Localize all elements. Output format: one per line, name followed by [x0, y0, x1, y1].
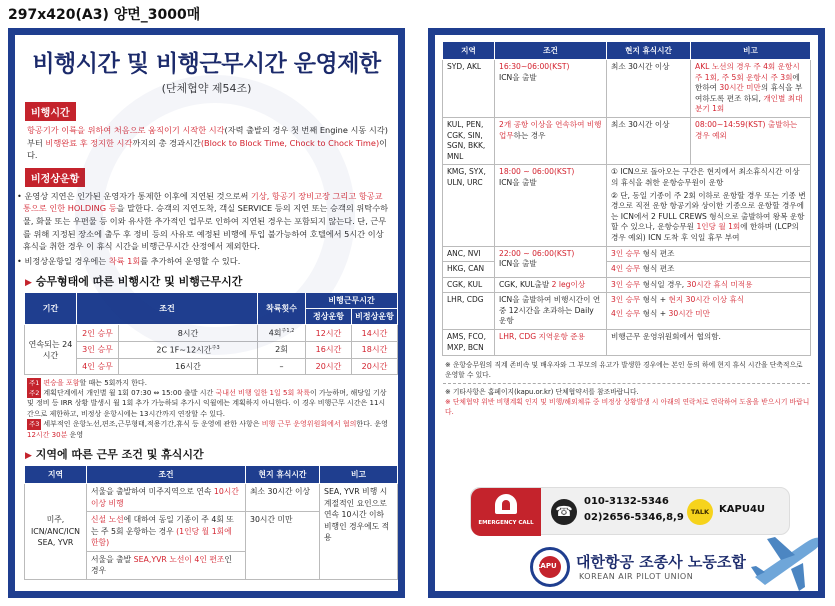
- table-row: [443, 246, 811, 262]
- cond-cell: 서울을 출발하여 미주지역으로 연속 10시간 이상 비행: [87, 484, 246, 512]
- page-title: 비행시간 및 비행근무시간 운영제한: [32, 51, 381, 77]
- region-cell: HKG, CAN: [443, 262, 495, 278]
- cond-cell: 신설 노선에 대하여 동일 기종이 주 4회 또는 주 5회 운항하는 경우 (1인당 월 1회에 한함): [87, 512, 246, 552]
- th-condition: 조건: [87, 466, 246, 484]
- union-name-korean: 대한항공 조종사 노동조합: [576, 553, 746, 571]
- irregular-extra-landing: • 비정상운항일 경우에는 착륙 1회를 추가하여 운영할 수 있다.: [17, 255, 241, 266]
- region-cell: AMS, FCO, MXP, BCN: [443, 330, 495, 356]
- note-2: 주2 계획단계에서 개인별 월 1회 07:30 ⇔ 15:00 출발 시간 국내선 비행 일한 1일 5회 착륙이 가능하며, 해당일 기상 및 정비 등 IRR 상황 발생시 월 1회 추가 가능하되 추가시 익월에는 계획하지 아니한다. 이 경우 비행근무 시간은 11시간으로 제한하고, 비정상 운항시에는 13시간까지 연장할 수 있다.: [27, 389, 387, 418]
- phone-number-office[interactable]: 02)2656-5346,8,9: [584, 512, 684, 523]
- emergency-label: EMERGENCY CALL: [478, 520, 534, 526]
- rest-cell: 최소 30시간 이상: [607, 117, 691, 164]
- etc-note-1: ※ 기타사항은 홈페이지(kapu.or.kr) 단체협약서를 참조바랍니다.: [445, 388, 639, 397]
- table-notes: [15, 375, 398, 440]
- kakao-id[interactable]: KAPU4U: [719, 504, 766, 515]
- heading-crew-form: ▶ 승무형태에 따른 비행시간 및 비행근무시간: [25, 275, 243, 289]
- airplane-icon: [747, 525, 825, 595]
- note-cell: 3인 승무 형식 편조: [607, 246, 811, 262]
- union-logo: [530, 547, 570, 587]
- th-normal: 정상운항: [306, 309, 352, 325]
- region-cell: KMG, SYX, ULN, URC: [443, 165, 495, 246]
- heading-region: ▶ 지역에 따른 근무 조건 및 휴식시간: [25, 448, 204, 462]
- etc-note-2: ※ 단체협약 위반 비행계획 인지 및 비행/해외체류 중 비정상 상황발생 시 아래의 연락처로 연락하여 도움을 받으시기 바랍니다.: [445, 398, 810, 417]
- union-name-english: KOREAN AIR PILOT UNION: [579, 572, 694, 581]
- crew-cell: 2인 승무: [77, 325, 119, 342]
- normal-cell: 20시간: [306, 358, 352, 374]
- contact-card: [470, 487, 790, 535]
- th-irregular: 비정상운항: [352, 309, 398, 325]
- irregular-cell: 14시간: [352, 325, 398, 342]
- note-cell: ① ICN으로 돌아오는 구간은 현지에서 최소휴식시간 이상의 휴식을 취한 운항승무원이 운항 ② 단, 동일 기종이 주 2회 이하로 운항할 경우 또는 기종 변경으로 직전 운항 항공기와 상이한 기종으로 운항할 경우에는 ICN에서 2 FULL CREWS 형식으로 출발하여 왕복 운항할 수 있으나, 운항승무원 1인당 월 1회에 한하며 (LCP의 경우 예외) ICN 도착 후 익일 휴무 부여: [607, 165, 811, 246]
- etc-notes: [435, 387, 818, 417]
- rest-cell: 최소 30시간 이상: [607, 60, 691, 118]
- cond-cell: 16:30~06:00(KST) ICN을 출발: [495, 60, 607, 118]
- landing-cell: 4회$^{주1,2}$: [258, 325, 306, 342]
- normal-cell: 16시간: [306, 342, 352, 359]
- region-cell: LHR, CDG: [443, 293, 495, 330]
- cond-cell: 8시간: [119, 325, 258, 342]
- irregular-cell: 18시간: [352, 342, 398, 359]
- region-cell: ANC, NVI: [443, 246, 495, 262]
- left-page: [8, 28, 405, 598]
- landing-cell: –: [258, 358, 306, 374]
- phone-number-mobile[interactable]: 010-3132-5346: [584, 496, 669, 507]
- region-rest-table: [442, 41, 811, 356]
- th-period: 기간: [25, 293, 77, 325]
- crew-cell: 3인 승무: [77, 342, 119, 359]
- table-row: [25, 358, 398, 374]
- note-3: 주3 세부적인 운항노선,편조,근무형태,적용기간,휴식 등 운영에 관한 사항은 비행 근무 운영위원회에서 협의한다. 운영 12시간 30분 운영: [27, 420, 388, 439]
- note-cell: SEA, YVR 비행 시 계절적인 요인으로 연속 10시간 이하 비행인 경우에도 적용: [320, 484, 398, 580]
- page-subtitle: (단체협약 제54조): [161, 82, 252, 95]
- region-cell: 미주, ICN/ANC/ICN SEA, YVR: [25, 484, 87, 580]
- th-rest: 현지 휴식시간: [607, 42, 691, 60]
- cond-cell: LHR, CDG 지역운항 준용: [495, 330, 607, 356]
- crew-cell: 4인 승무: [77, 358, 119, 374]
- right-page: [428, 28, 825, 598]
- th-landings: 착륙횟수: [258, 293, 306, 325]
- cond-cell: 2C 1F~12시간$^{주3}$: [119, 342, 258, 359]
- landing-cell: 2회: [258, 342, 306, 359]
- cond-cell: ICN을 출발하여 비행시간이 연중 12시간을 초과하는 Daily 운항: [495, 293, 607, 330]
- th-condition: 조건: [495, 42, 607, 60]
- cond-cell: 서울을 출발 SEA,YVR 노선이 4인 편조인 경우: [87, 551, 246, 579]
- bereavement-note: ※ 운항승무원의 직계 존비속 및 배우자와 그 부모의 유고가 발생한 경우에는 본인 동의 하에 현지 휴식 시간을 단축적으로 운영할 수 있다.: [445, 361, 803, 380]
- th-rest: 현지 휴식시간: [246, 466, 320, 484]
- note-cell: 3인 승무 형식일 경우, 30시간 휴식 미적용: [607, 277, 811, 293]
- rest-cell: 최소 30시간 이상: [246, 484, 320, 512]
- region-cell: SYD, AKL: [443, 60, 495, 118]
- cond-cell: 22:00 ~ 06:00(KST) ICN을 출발: [495, 246, 607, 277]
- note-1: 주1 편승을 포함할 때는 5회까지 한다.: [29, 378, 147, 387]
- note-cell: AKL 노선의 경우 주 4회 운항시 주 1회, 주 5회 운항시 주 3회에 한하여 30시간 미만의 휴식을 부여하도록 편조 하되, 개인별 최대 분기 1회: [691, 60, 811, 118]
- irregular-cell: 20시간: [352, 358, 398, 374]
- phone-icon: ☎: [551, 499, 577, 525]
- emergency-call-badge: [471, 488, 541, 536]
- irregular-definition: • 운영상 지연은 인가된 운영자가 통제한 이후에 지연된 것으로써 기상, 항공기 장비고장 그리고 항공교통으로 인한 HOLDING 등을 말한다. 승객의 지연도착, 객실 SERVICE 등의 지연 또는 승객의 위탁수하물, 화물 또는 우편물 등 이와 유사한 추가적인 업무로 인하여 지연된 경우는 포함되지 않는다. 단, 근무를 위해 지정된 장소에 출두 후 정비 등의 사유로 예정된 비행에 투입 불가능하여 호텔에서 5시간 이상 휴식을 취한 경우 이 휴식 시간을 비행근무시간 산정에서 제외한다.: [17, 190, 389, 252]
- print-spec-label: 297x420(A3) 양면_3000매: [8, 7, 201, 23]
- table-row: [25, 484, 398, 512]
- table-row: [443, 117, 811, 164]
- section-tag-irregular: 비정상운항: [25, 168, 85, 187]
- th-note: 비고: [320, 466, 398, 484]
- cond-cell: CGK, KUL출발 2 leg이상: [495, 277, 607, 293]
- note-cell: 4인 승무 형식 편조: [607, 262, 811, 278]
- note-cell: 3인 승무 형식 + 현지 30시간 이상 휴식 4인 승무 형식 + 30시간 미만: [607, 293, 811, 330]
- note-cell: 비행근무 운영위원회에서 협의함.: [607, 330, 811, 356]
- note-cell: 08:00~14:59(KST) 출발하는 경우 예외: [691, 117, 811, 164]
- rest-cell: 30시간 미만: [246, 512, 320, 580]
- divider: [443, 383, 810, 384]
- kakaotalk-icon: TALK: [687, 499, 713, 525]
- table-row: [443, 330, 811, 356]
- region-cell: CGK, KUL: [443, 277, 495, 293]
- cond-cell: 2개 공항 이상을 연속하여 비행업무하는 경우: [495, 117, 607, 164]
- region-table: [24, 465, 398, 580]
- th-region: 지역: [443, 42, 495, 60]
- th-note: 비고: [691, 42, 811, 60]
- table-row: [25, 342, 398, 359]
- normal-cell: 12시간: [306, 325, 352, 342]
- cond-cell: 16시간: [119, 358, 258, 374]
- table-row: [443, 60, 811, 118]
- region-cell: KUL, PEN, CGK, SIN, SGN, BKK, MNL: [443, 117, 495, 164]
- crew-form-table: [24, 292, 398, 374]
- siren-icon: [495, 494, 517, 514]
- period-cell: 연속되는 24시간: [25, 325, 77, 374]
- th-region: 지역: [25, 466, 87, 484]
- flight-time-definition: 항공기가 이륙을 위하여 처음으로 움직이기 시작한 시각(자력 출발의 경우 첫 번째 Engine 시동 시각)부터 비행완료 후 정지한 시각까지의 총 경과시간(Block to Block Time, Chock to Chock Time)이다.: [27, 125, 388, 161]
- table-row: [443, 277, 811, 293]
- cond-cell: 18:00 ~ 06:00(KST) ICN을 출발: [495, 165, 607, 246]
- table-row: [443, 293, 811, 330]
- th-fdp: 비행근무시간: [306, 293, 398, 309]
- table-row: [443, 165, 811, 246]
- section-tag-flight-time: 비행시간: [25, 102, 76, 121]
- table-row: [25, 325, 398, 342]
- th-condition: 조건: [77, 293, 258, 325]
